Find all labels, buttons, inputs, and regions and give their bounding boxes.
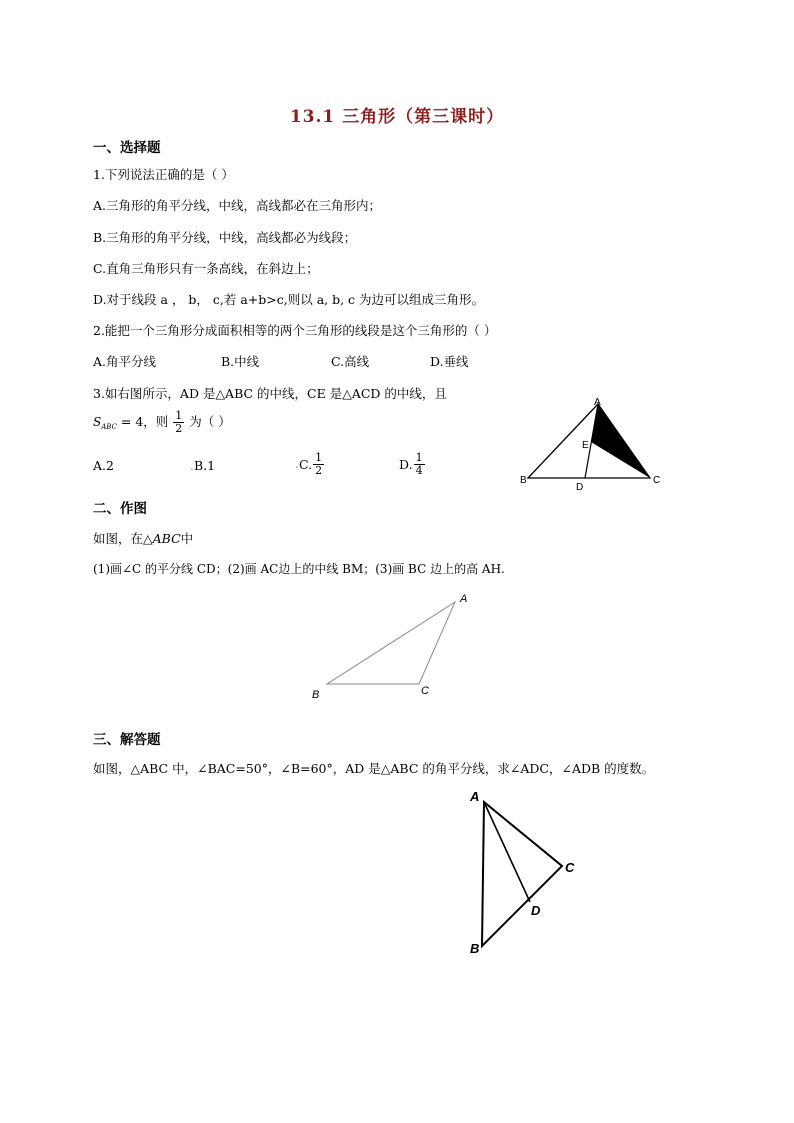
dot-mark: . (190, 458, 194, 473)
question-1-stem: 1.下列说法正确的是（ ） (93, 167, 234, 182)
drawing-tasks: (1)画∠C 的平分线 CD；(2)画 AC边上的中线 BM；(3)画 BC 边上的高 AH. (93, 562, 505, 576)
triangle-abc (528, 404, 650, 478)
label-c: C (653, 475, 661, 486)
label-a: A (594, 397, 601, 408)
question-1-option-b: B.三角形的角平分线，中线，高线都必为线段； (93, 230, 357, 245)
question-3-area-line (93, 410, 231, 435)
area-subscript: ABC (101, 423, 117, 431)
label-d: D (531, 903, 541, 918)
question-3-option-d: D. $\frac{1}{4}$ (399, 451, 423, 477)
question-1-option-c: C.直角三角形只有一条高线，在斜边上； (93, 261, 319, 276)
area-symbol: S (93, 415, 102, 429)
label-a: A (460, 593, 468, 605)
triangle-abc (327, 602, 455, 684)
section-heading-choice: 一、选择题 (93, 140, 161, 156)
question-3-option-c: .C. $\frac{1}{2}$ (295, 451, 323, 477)
question-1-option-d: D.对于线段 a ， b， c,若 a+b>c,则以 a, b, c 为边可以组成三角形。 (93, 292, 485, 307)
label-b: B (470, 941, 480, 956)
question-3-stem: 3.如右图所示，AD 是△ABC 的中线，CE 是△ACD 的中线，且 (93, 386, 447, 401)
bisector-ad (484, 802, 530, 902)
drawing-triangle-figure (305, 588, 485, 703)
question-3-tail: 为（ ） (189, 414, 231, 429)
area-equals: = 4，则 (120, 414, 169, 429)
section-heading-solution: 三、解答题 (93, 732, 161, 748)
question-3-triangle-figure (510, 392, 670, 492)
solution-triangle-figure (462, 784, 592, 964)
label-e: E (582, 440, 589, 451)
label-b: B (520, 475, 527, 486)
fraction-one-half: $\frac{1}{2}$ (175, 409, 183, 435)
question-3-option-a: A.2 (93, 458, 114, 473)
label-b: B (312, 689, 320, 701)
question-2-option-a: A.角平分线 (93, 354, 157, 369)
question-2-option-d: D.垂线 (430, 354, 469, 369)
question-2-option-b: B.中线 (221, 354, 260, 369)
drawing-intro: 如图，在△ABC中 (93, 531, 194, 546)
page-title: 13.1 三角形（第三课时） (289, 107, 505, 127)
label-a: A (470, 789, 480, 804)
question-3-option-b: .B.1 (190, 458, 216, 473)
label-c: C (421, 685, 429, 697)
label-d: D (576, 482, 584, 492)
shaded-triangle-ace (591, 404, 650, 478)
question-2-option-c: C.高线 (331, 354, 370, 369)
solution-problem: 如图，△ABC 中，∠BAC=50°，∠B=60°，AD 是△ABC 的角平分线，求∠ADC，∠ADB 的度数。 (93, 761, 655, 776)
question-2-stem: 2.能把一个三角形分成面积相等的两个三角形的线段是这个三角形的（ ） (93, 323, 497, 338)
question-1-option-a: A.三角形的角平分线，中线，高线都必在三角形内； (93, 198, 382, 213)
section-heading-drawing: 二、作图 (93, 501, 147, 517)
label-c: C (565, 860, 575, 875)
